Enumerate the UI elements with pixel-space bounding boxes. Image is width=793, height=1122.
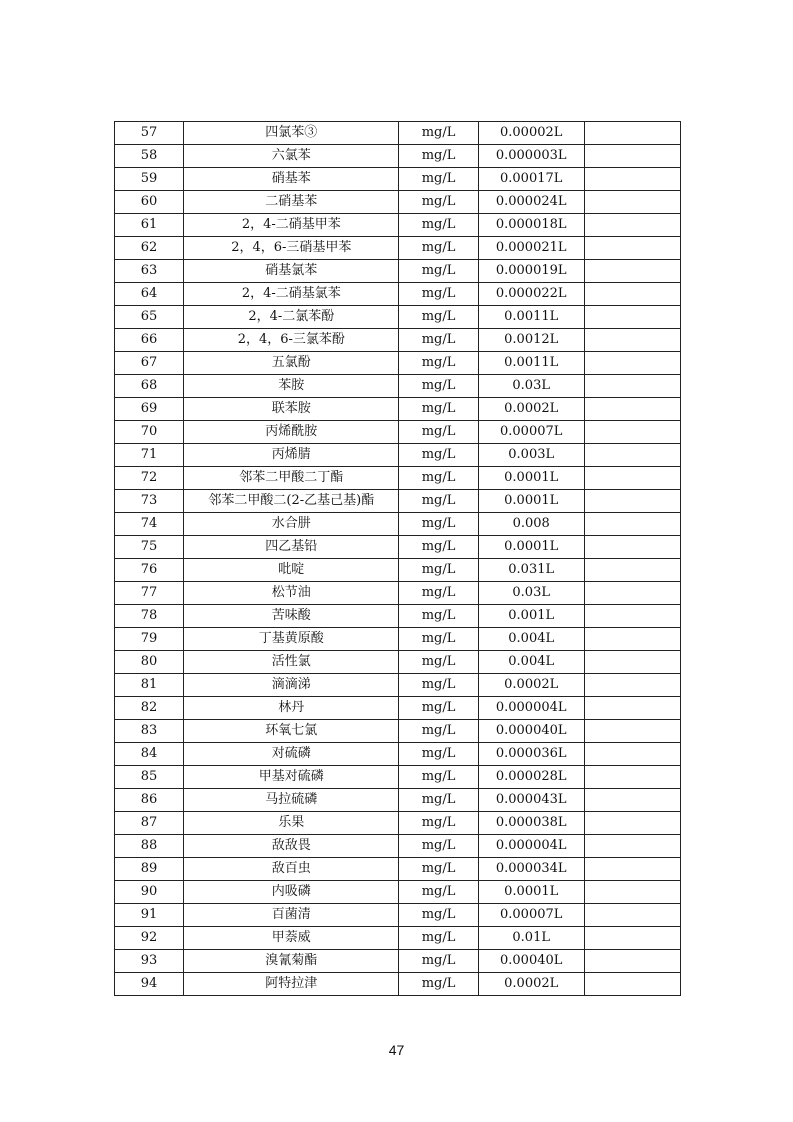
row-number-cell: 67 [115,352,184,375]
row-number-cell: 63 [115,260,184,283]
unit-cell: mg/L [399,858,478,881]
substance-name-cell: 四氯苯③ [184,122,399,145]
unit-cell: mg/L [399,812,478,835]
substance-name-cell: 2，4，6-三硝基甲苯 [184,237,399,260]
limit-value-cell: 0.00007L [478,421,584,444]
unit-cell: mg/L [399,950,478,973]
row-number-cell: 70 [115,421,184,444]
row-number-cell: 78 [115,605,184,628]
table-row [115,881,681,904]
table-row [115,490,681,513]
unit-cell: mg/L [399,536,478,559]
limit-value-cell: 0.000028L [478,766,584,789]
note-cell [584,329,680,352]
table-row [115,329,681,352]
substance-name-cell: 阿特拉津 [184,973,399,996]
unit-cell: mg/L [399,306,478,329]
substance-name-cell: 2，4，6-三氯苯酚 [184,329,399,352]
limit-value-cell: 0.0002L [478,674,584,697]
substance-name-cell: 丙烯酰胺 [184,421,399,444]
unit-cell: mg/L [399,352,478,375]
unit-cell: mg/L [399,927,478,950]
unit-cell: mg/L [399,444,478,467]
substance-name-cell: 内吸磷 [184,881,399,904]
table-row [115,421,681,444]
table-row [115,927,681,950]
limit-value-cell: 0.000022L [478,283,584,306]
row-number-cell: 69 [115,398,184,421]
row-number-cell: 60 [115,191,184,214]
note-cell [584,421,680,444]
substance-name-cell: 2，4-二氯苯酚 [184,306,399,329]
unit-cell: mg/L [399,122,478,145]
unit-cell: mg/L [399,375,478,398]
row-number-cell: 82 [115,697,184,720]
row-number-cell: 84 [115,743,184,766]
row-number-cell: 85 [115,766,184,789]
table-row [115,398,681,421]
unit-cell: mg/L [399,490,478,513]
table-row [115,697,681,720]
unit-cell: mg/L [399,283,478,306]
substance-name-cell: 敌敌畏 [184,835,399,858]
unit-cell: mg/L [399,743,478,766]
note-cell [584,191,680,214]
limit-value-cell: 0.0001L [478,536,584,559]
note-cell [584,743,680,766]
unit-cell: mg/L [399,835,478,858]
table-row [115,352,681,375]
note-cell [584,927,680,950]
row-number-cell: 57 [115,122,184,145]
limit-value-cell: 0.0011L [478,352,584,375]
limit-value-cell: 0.000019L [478,260,584,283]
note-cell [584,467,680,490]
unit-cell: mg/L [399,766,478,789]
row-number-cell: 81 [115,674,184,697]
note-cell [584,628,680,651]
substance-name-cell: 滴滴涕 [184,674,399,697]
table-row [115,651,681,674]
substance-name-cell: 活性氯 [184,651,399,674]
limit-value-cell: 0.000018L [478,214,584,237]
limit-value-cell: 0.000021L [478,237,584,260]
unit-cell: mg/L [399,168,478,191]
row-number-cell: 61 [115,214,184,237]
note-cell [584,490,680,513]
table-row [115,260,681,283]
unit-cell: mg/L [399,398,478,421]
unit-cell: mg/L [399,582,478,605]
row-number-cell: 94 [115,973,184,996]
unit-cell: mg/L [399,191,478,214]
table-row [115,766,681,789]
limit-value-cell: 0.0012L [478,329,584,352]
note-cell [584,720,680,743]
limit-value-cell: 0.000038L [478,812,584,835]
substance-name-cell: 溴氰菊酯 [184,950,399,973]
limit-value-cell: 0.03L [478,582,584,605]
substance-name-cell: 敌百虫 [184,858,399,881]
note-cell [584,559,680,582]
row-number-cell: 91 [115,904,184,927]
note-cell [584,145,680,168]
limit-value-cell: 0.004L [478,651,584,674]
note-cell [584,605,680,628]
table-row [115,237,681,260]
unit-cell: mg/L [399,904,478,927]
note-cell [584,697,680,720]
note-cell [584,513,680,536]
note-cell [584,352,680,375]
substance-name-cell: 吡啶 [184,559,399,582]
table-row [115,904,681,927]
table-row [115,674,681,697]
unit-cell: mg/L [399,651,478,674]
note-cell [584,444,680,467]
note-cell [584,858,680,881]
table-row [115,743,681,766]
unit-cell: mg/L [399,329,478,352]
unit-cell: mg/L [399,628,478,651]
limit-value-cell: 0.03L [478,375,584,398]
limit-value-cell: 0.0002L [478,398,584,421]
unit-cell: mg/L [399,513,478,536]
row-number-cell: 62 [115,237,184,260]
unit-cell: mg/L [399,145,478,168]
limit-value-cell: 0.000003L [478,145,584,168]
note-cell [584,260,680,283]
limit-value-cell: 0.000004L [478,835,584,858]
note-cell [584,973,680,996]
row-number-cell: 83 [115,720,184,743]
unit-cell: mg/L [399,720,478,743]
note-cell [584,168,680,191]
limit-value-cell: 0.0001L [478,490,584,513]
row-number-cell: 87 [115,812,184,835]
substance-name-cell: 硝基氯苯 [184,260,399,283]
row-number-cell: 68 [115,375,184,398]
table-row [115,214,681,237]
note-cell [584,789,680,812]
substance-name-cell: 丙烯腈 [184,444,399,467]
note-cell [584,306,680,329]
unit-cell: mg/L [399,789,478,812]
unit-cell: mg/L [399,605,478,628]
limit-value-cell: 0.000040L [478,720,584,743]
limit-value-cell: 0.000034L [478,858,584,881]
row-number-cell: 74 [115,513,184,536]
note-cell [584,766,680,789]
row-number-cell: 73 [115,490,184,513]
unit-cell: mg/L [399,214,478,237]
limit-value-cell: 0.003L [478,444,584,467]
table-row [115,950,681,973]
note-cell [584,812,680,835]
table-row [115,605,681,628]
row-number-cell: 64 [115,283,184,306]
table-row [115,306,681,329]
row-number-cell: 71 [115,444,184,467]
note-cell [584,950,680,973]
substance-name-cell: 联苯胺 [184,398,399,421]
limit-value-cell: 0.0002L [478,973,584,996]
unit-cell: mg/L [399,697,478,720]
limit-value-cell: 0.00040L [478,950,584,973]
note-cell [584,398,680,421]
row-number-cell: 66 [115,329,184,352]
limit-value-cell: 0.01L [478,927,584,950]
substance-name-cell: 苯胺 [184,375,399,398]
row-number-cell: 65 [115,306,184,329]
unit-cell: mg/L [399,881,478,904]
limit-value-cell: 0.031L [478,559,584,582]
table-row [115,145,681,168]
substance-name-cell: 百菌清 [184,904,399,927]
unit-cell: mg/L [399,421,478,444]
table-row [115,789,681,812]
substance-name-cell: 六氯苯 [184,145,399,168]
table-row [115,467,681,490]
unit-cell: mg/L [399,559,478,582]
row-number-cell: 72 [115,467,184,490]
limit-value-cell: 0.000024L [478,191,584,214]
row-number-cell: 90 [115,881,184,904]
limit-value-cell: 0.001L [478,605,584,628]
substance-name-cell: 马拉硫磷 [184,789,399,812]
limit-value-cell: 0.000036L [478,743,584,766]
substance-name-cell: 水合肼 [184,513,399,536]
note-cell [584,375,680,398]
row-number-cell: 58 [115,145,184,168]
limit-value-cell: 0.00017L [478,168,584,191]
substance-name-cell: 四乙基铅 [184,536,399,559]
table-row [115,973,681,996]
table-row [115,122,681,145]
water-quality-table [114,121,681,996]
row-number-cell: 88 [115,835,184,858]
table-row [115,536,681,559]
substance-name-cell: 对硫磷 [184,743,399,766]
note-cell [584,237,680,260]
table-row [115,720,681,743]
note-cell [584,283,680,306]
substance-name-cell: 甲萘威 [184,927,399,950]
row-number-cell: 79 [115,628,184,651]
table-row [115,191,681,214]
unit-cell: mg/L [399,237,478,260]
note-cell [584,674,680,697]
substance-name-cell: 2，4-二硝基甲苯 [184,214,399,237]
row-number-cell: 76 [115,559,184,582]
unit-cell: mg/L [399,467,478,490]
note-cell [584,881,680,904]
substance-name-cell: 林丹 [184,697,399,720]
limit-value-cell: 0.00007L [478,904,584,927]
substance-name-cell: 环氧七氯 [184,720,399,743]
row-number-cell: 92 [115,927,184,950]
limit-value-cell: 0.0001L [478,467,584,490]
note-cell [584,536,680,559]
substance-name-cell: 丁基黄原酸 [184,628,399,651]
table-row [115,444,681,467]
row-number-cell: 77 [115,582,184,605]
table-row [115,835,681,858]
unit-cell: mg/L [399,260,478,283]
note-cell [584,904,680,927]
table-row [115,513,681,536]
note-cell [584,582,680,605]
substance-name-cell: 松节油 [184,582,399,605]
substance-name-cell: 乐果 [184,812,399,835]
note-cell [584,122,680,145]
table-body [115,122,681,996]
row-number-cell: 59 [115,168,184,191]
substance-name-cell: 二硝基苯 [184,191,399,214]
limit-value-cell: 0.0011L [478,306,584,329]
limit-value-cell: 0.0001L [478,881,584,904]
table-row [115,559,681,582]
limit-value-cell: 0.000043L [478,789,584,812]
row-number-cell: 89 [115,858,184,881]
unit-cell: mg/L [399,674,478,697]
page-number: 47 [388,1042,405,1058]
substance-name-cell: 邻苯二甲酸二丁酯 [184,467,399,490]
unit-cell: mg/L [399,973,478,996]
limit-value-cell: 0.004L [478,628,584,651]
substance-name-cell: 邻苯二甲酸二(2-乙基己基)酯 [184,490,399,513]
table-row [115,858,681,881]
note-cell [584,214,680,237]
substance-name-cell: 硝基苯 [184,168,399,191]
substance-name-cell: 甲基对硫磷 [184,766,399,789]
note-cell [584,651,680,674]
row-number-cell: 93 [115,950,184,973]
row-number-cell: 75 [115,536,184,559]
limit-value-cell: 0.008 [478,513,584,536]
row-number-cell: 86 [115,789,184,812]
table-row [115,375,681,398]
substance-name-cell: 苦味酸 [184,605,399,628]
limit-value-cell: 0.00002L [478,122,584,145]
table-row [115,812,681,835]
substance-name-cell: 五氯酚 [184,352,399,375]
table-row [115,582,681,605]
substance-name-cell: 2，4-二硝基氯苯 [184,283,399,306]
table-row [115,628,681,651]
table-row [115,168,681,191]
limit-value-cell: 0.000004L [478,697,584,720]
note-cell [584,835,680,858]
row-number-cell: 80 [115,651,184,674]
table-row [115,283,681,306]
